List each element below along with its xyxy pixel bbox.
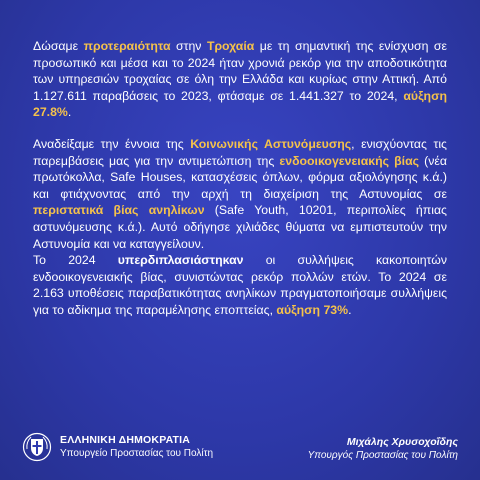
signature-name: Μιχάλης Χρυσοχοΐδης	[346, 436, 458, 448]
org-name: ΕΛΛΗΝΙΚΗ ΔΗΜΟΚΡΑΤΙΑ	[60, 434, 191, 446]
org-subtitle: Υπουργείο Προστασίας του Πολίτη	[60, 448, 214, 459]
text-run: στην	[170, 39, 207, 53]
emphasis-text: περιστατικά βίας ανηλίκων	[33, 203, 205, 218]
text-run: , ενισχύοντας τις παρεμβάσεις μας για την αντιμετώπιση της	[33, 136, 447, 168]
emphasis-text: Κοινωνικής Αστυνόμευσης	[190, 136, 352, 151]
text-run: με τη σημαντική της ενίσχυση σε προσωπικό και μέσα και το 2024 ήταν χρονιά ρεκόρ για την αποδοτικότητα των υπηρεσιών τροχαίας σε όλη την Ελλάδα και κυρίως στην Αττική. Από 1.127.611 παραβάσεις το 2023, φτάσαμε σε 1.441.327 το 2024,	[33, 39, 447, 103]
ministry-logo	[22, 432, 213, 462]
emphasis-text: υπερδιπλασιάστηκαν	[117, 253, 244, 268]
text-run: .	[67, 105, 72, 120]
ministry-name-block	[60, 434, 213, 460]
paragraph-arrests	[33, 252, 447, 318]
text-run: .	[348, 302, 352, 317]
text-run: Αναδείξαμε την έννοια της	[33, 136, 191, 151]
emphasis-text: Τροχαία	[206, 39, 255, 53]
text-run: Το 2024	[33, 253, 118, 268]
text-run: Δώσαμε	[33, 39, 84, 53]
signature-block	[308, 436, 458, 462]
text-run: οι συλλήψεις κακοποιητών ενδοοικογενειακής βίας, συνιστώντας ρεκόρ πολλών ετών. Το 2024 σε 2.163 υποθέσεις παραβατικότητας ανηλίκων πραγματοποιήσαμε συλλήψεις για το αδίκημα της παραμέλησης εποπτείας,	[33, 253, 447, 317]
greek-coat-of-arms-icon	[22, 432, 52, 462]
text-run: (νέα πρωτόκολλα, Safe Houses, κατασχέσεις όπλων, φόρμα αξιολόγησης κ.ά.) και φτιάχνοντας από την αρχή τη διαχείριση της Αστυνομίας σε	[33, 153, 447, 201]
paragraph-gap	[33, 121, 447, 136]
emphasis-text: ενδοοικογενειακής βίας	[279, 153, 420, 168]
main-text	[33, 38, 447, 319]
paragraph-community-policing	[33, 136, 447, 252]
text-run: (Safe Youth, 10201, περιπολίες ήπιας αστυνόμευσης κ.ά.). Αυτό οδήγησε χιλιάδες θύματα να εμπιστευτούν την Αστυνομία και να καταγγείλουν.	[33, 203, 447, 251]
paragraph-traffic	[33, 38, 447, 121]
signature-title: Υπουργός Προστασίας του Πολίτη	[307, 450, 458, 461]
emphasis-text: αύξηση 27.8%	[33, 88, 447, 120]
emphasis-text: προτεραιότητα	[83, 39, 171, 53]
emphasis-text: αύξηση 73%	[276, 302, 349, 317]
